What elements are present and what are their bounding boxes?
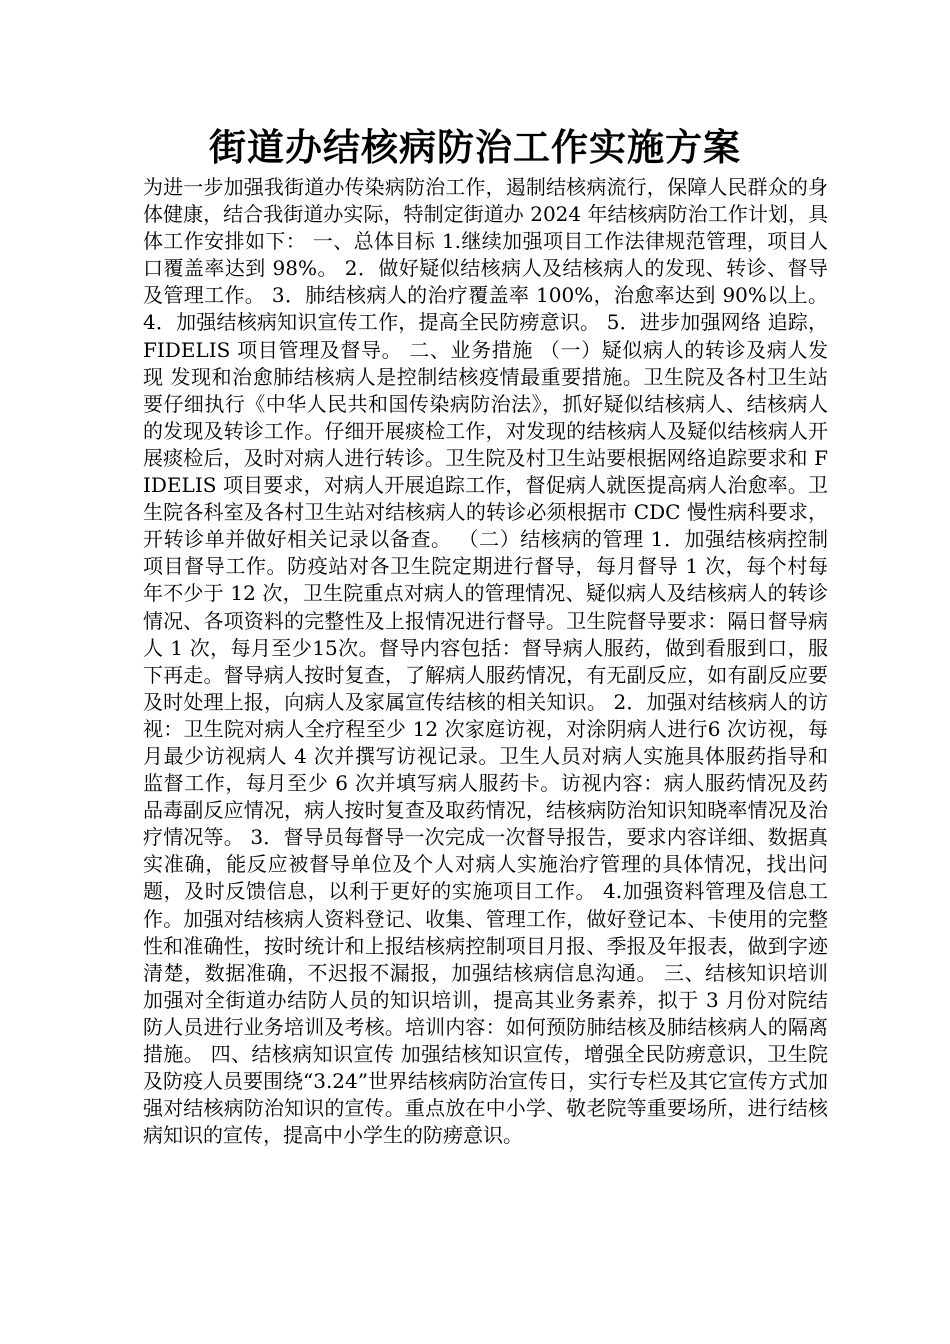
document-title: 街道办结核病防治工作实施方案 bbox=[209, 126, 741, 169]
document-body: 为进一步加强我街道办传染病防治工作，遏制结核病流行，保障人民群众的身体健康，结合我街道办实际，特制定街道办 2024 年结核病防治工作计划，具体工作安排如下： 一、总体目标 1.继续加强项目工作法律规范管理，项目人口覆盖率达到 98%。 2．做好疑似结核病人及结核病人的发现、转诊、督导及管理工作。 3．肺结核病人的治疗覆盖率 100%，治愈率达到 90%以上。 4．加强结核病知识宣传工作，提高全民防痨意识。 5．进步加强网络 追踪，FIDELIS 项目管理及督导。 二、业务措施 （一）疑似病人的转诊及病人发现 发现和治愈肺结核病人是控制结核疫情最重要措施。卫生院及各村卫生站要仔细执行《中华人民共和国传染病防治法》，抓好疑似结核病人、结核病人的发现及转诊工作。仔细开展痰检工作，对发现的结核病人及疑似结核病人开展痰检后，及时对病人进行转诊。卫生院及村卫生站要根据网络追踪要求和 FIDELIS 项目要求，对病人开展追踪工作，督促病人就医提高病人治愈率。卫生院各科室及各村卫生站对结核病人的转诊必须根据市 CDC 慢性病科要求，开转诊单并做好相关记录以备查。 （二）结核病的管理 1．加强结核病控制项目督导工作。防疫站对各卫生院定期进行督导，每月督导 1 次，每个村每年不少于 12 次，卫生院重点对病人的管理情况、疑似病人及结核病人的转诊情况、各项资料的完整性及上报情况进行督导。卫生院督导要求：隔日督导病人 1 次，每月至少15次。督导内容包括：督导病人服药，做到看服到口，服下再走。督导病人按时复查，了解病人服药情况，有无副反应，如有副反应要及时处理上报，向病人及家属宣传结核的相关知识。 2．加强对结核病人的访视：卫生院对病人全疗程至少 12 次家庭访视，对涂阴病人进行6 次访视，每月最少访视病人 4 次并撰写访视记录。卫生人员对病人实施具体服药指导和监督工作，每月至少 6 次并填写病人服药卡。访视内容：病人服药情况及药品毒副反应情况，病人按时复查及取药情况，结核病防治知识知晓率情况及治疗情况等。 3．督导员每督导一次完成一次督导报告，要求内容详细、数据真实准确，能反应被督导单位及个人对病人实施治疗管理的具体情况，找出问题，及时反馈信息，以利于更好的实施项目工作。 4.加强资料管理及信息工作。加强对结核病人资料登记、收集、管理工作，做好登记本、卡使用的完整性和准确性，按时统计和上报结核病控制项目月报、季报及年报表，做到字迹清楚，数据准确，不迟报不漏报，加强结核病信息沟通。 三、结核知识培训 加强对全街道办结防人员的知识培训，提高其业务素养，拟于 3 月份对院结防人员进行业务培训及考核。培训内容：如何预防肺结核及肺结核病人的隔离措施。 四、结核病知识宣传 加强结核知识宣传，增强全民防痨意识，卫生院及防疫人员要围绕“3.24”世界结核病防治宣传日，实行专栏及其它宣传方式加强对结核病防治知识的宣传。重点放在中小学、敬老院等重要场所，进行结核病知识的宣传，提高中小学生的防痨意识。 bbox=[143, 175, 828, 1148]
